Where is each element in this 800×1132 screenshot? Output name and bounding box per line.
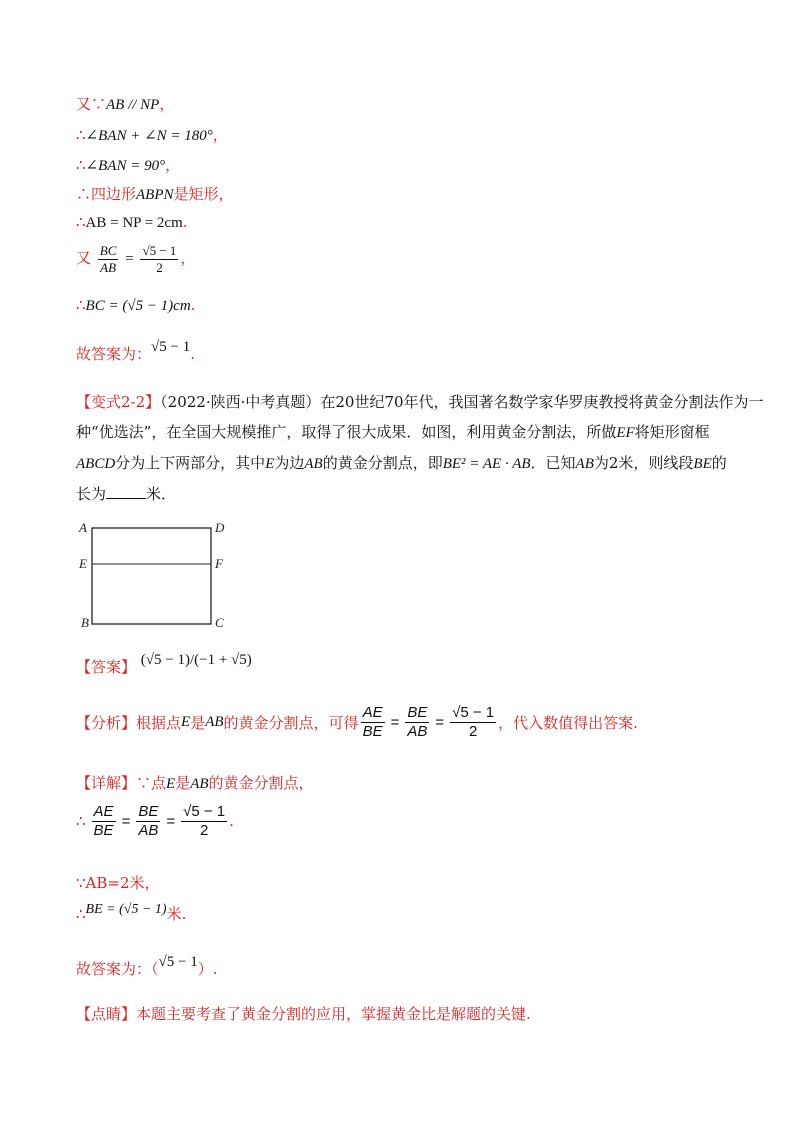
analysis-line: 【分析】 根据点 E 是 AB 的黄金分割点，可得 $\frac{AE}{BE}$ = $\frac{BE}{AB}$ = $\frac{√5 - 1}{2}$ ，代入数值得出答案.	[76, 704, 638, 740]
fraction-golden-ratio: $\frac{√5 - 1}{2}$	[452, 704, 495, 740]
problem-line-2: 种“优选法”，在全国大规模推广，取得了很大成果．如图，利用黄金分割法，所做EF将矩形窗框	[76, 423, 710, 441]
derivation-line-5: ∴AB = NP = 2cm.	[76, 213, 188, 231]
fraction-ae-be: $\frac{AE}{BE}$	[362, 704, 383, 740]
problem-tag: 【变式2-2】	[76, 393, 161, 411]
analysis-tag: 【分析】	[76, 713, 137, 732]
fraction-golden-ratio-detail: $\frac{√5 - 1}{2}$	[183, 803, 226, 839]
derivation-line-1: 又∵AB // NP，	[76, 95, 175, 113]
fraction-be-ab-detail: $\frac{BE}{AB}$	[138, 803, 159, 839]
label-a: A	[79, 520, 87, 535]
derivation-line-7: ∴BC = (√5 − 1)cm.	[76, 296, 196, 314]
rectangle-abcd	[92, 528, 211, 624]
fraction-ae-be-detail: $\frac{AE}{BE}$	[93, 803, 114, 839]
detail-line-1: 【详解】∵点E是AB的黄金分割点，	[76, 774, 314, 792]
fraction-bc-ab: $\frac{BC}{AB}$	[99, 243, 117, 275]
problem-line-1: 【变式2-2】（2022·陕西·中考真题）在20世纪70年代，我国著名数学家华罗庚教授将黄金分割法作为一	[76, 393, 764, 411]
detail-final-line: 故答案为：（√5 − 1）.	[76, 954, 218, 978]
label-e: E	[79, 556, 87, 571]
problem-statement	[76, 387, 764, 509]
derivation-line-8: 故答案为：√5 − 1.	[76, 339, 195, 363]
comment-line: 【点睛】本题主要考查了黄金分割的应用，掌握黄金比是解题的关键.	[76, 1005, 531, 1023]
problem-line-3: ABCD分为上下两部分，其中E为边AB的黄金分割点，即BE² = AE · AB．已知AB为2米，则线段BE的	[76, 454, 727, 472]
derivation-line-3: ∴∠BAN = 90°，	[76, 156, 181, 174]
answer-tag: 【答案】	[76, 658, 137, 676]
detail-ratio-line: ∴ $\frac{AE}{BE}$ = $\frac{BE}{AB}$ = $\frac{√5 - 1}{2}$ .	[76, 803, 234, 839]
derivation-line-2: ∴∠BAN + ∠N = 180°，	[76, 126, 228, 144]
answer-blank	[106, 484, 146, 499]
derivation-line-6: 又 $\frac{BC}{AB}$ = $\frac{√5 - 1}{2}$ ，	[76, 243, 196, 275]
fraction-be-ab: $\frac{BE}{AB}$	[407, 704, 428, 740]
label-c: C	[215, 615, 224, 630]
detail-tag: 【详解】	[76, 774, 137, 792]
detail-given-line: ∵AB=2米，	[76, 874, 160, 892]
fraction-golden: $\frac{√5 - 1}{2}$	[142, 243, 177, 275]
comment-tag: 【点睛】	[76, 1005, 137, 1023]
detail-be-line: ∴BE = (√5 − 1)米.	[76, 902, 187, 923]
problem-line-4: 长为 米．	[76, 485, 177, 503]
derivation-line-4: ∴四边形ABPN是矩形，	[76, 185, 234, 203]
window-frame-figure	[76, 518, 256, 633]
answer-value: (√5 − 1)/(−1 + √5)	[140, 652, 252, 668]
label-b: B	[81, 615, 89, 630]
label-d: D	[215, 520, 225, 535]
answer-line	[76, 652, 252, 677]
label-f: F	[215, 556, 223, 571]
